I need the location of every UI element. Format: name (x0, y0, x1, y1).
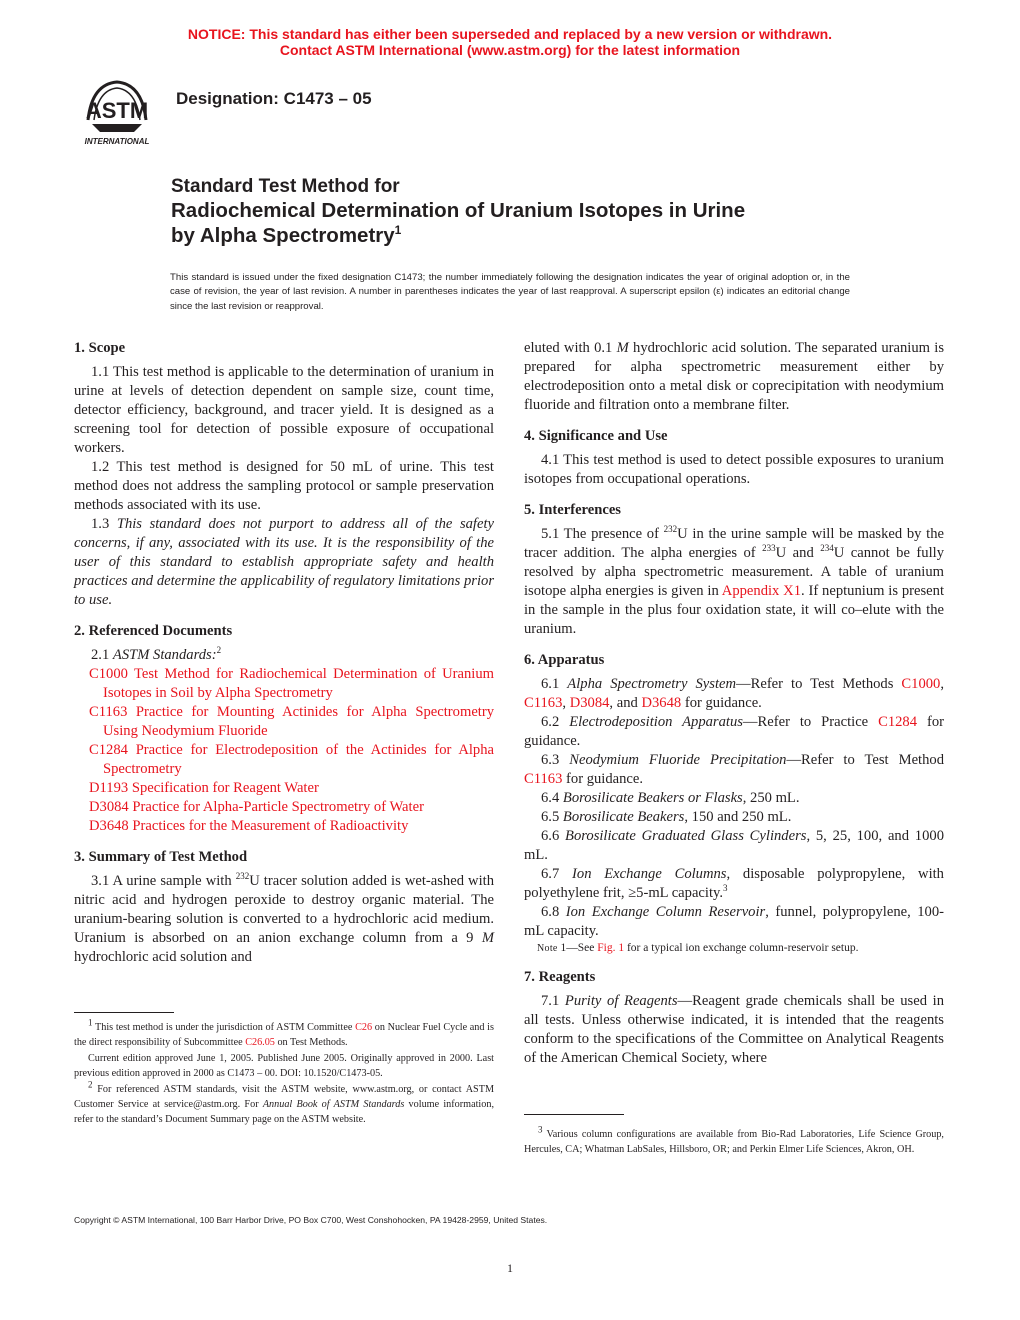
referenced-standards-list (74, 665, 494, 836)
footnote-1: $^1$ This test method is under the jurisdiction of ASTM Committee C26 on Nuclear Fuel Cycle and is the direct responsibility of Subcommittee C26.05 on Test Methods. (74, 1017, 494, 1049)
link-d3084[interactable]: D3084 (569, 695, 610, 711)
right-column (524, 339, 944, 1068)
section-heading-significance: 4. Significance and Use (524, 428, 668, 444)
link-c26[interactable]: C26 (355, 1022, 373, 1033)
copyright-line: Copyright © ASTM International, 100 Barr Harbor Drive, PO Box C700, West Conshohocken, PA 19428-2959, United States. (74, 1215, 548, 1225)
standard-title[interactable]: Practice for Mounting Actinides for Alpha Spectrometry Using Neodymium Fluoride (103, 704, 495, 739)
logo-subtext: INTERNATIONAL (84, 137, 150, 146)
footnote-3: $^3$ Various column configurations are available from Bio-Rad Laboratories, Life Science Group, Hercules, CA; Whatman LabSales, Hillsboro, OR; and Perkin Elmer Life Sciences, Akron, OH. (524, 1124, 944, 1156)
link-c26-05[interactable]: C26.05 (245, 1037, 275, 1049)
para-4-1: 4.1 This test method is used to detect possible exposures to uranium isotopes from occupational operations. (524, 452, 944, 487)
issuance-statement: This standard is issued under the fixed designation C1473; the number immediately following the designation indicates the year of original adoption or, in the case of revision, the year of last revision. A number in parentheses indicates the year of last reapproval. A superscript epsilon (ε) indicates an editorial change since the last revision or reapproval. (170, 272, 850, 312)
para-7-1: 7.1 Purity of Reagents—Reagent grade chemicals shall be used in all tests. Unless otherwise indicated, it is intended that the reagents conform to the specifications of the Committee on Analytical Reagents of the American Chemical Society, where (524, 993, 945, 1066)
link-c1163-2[interactable]: C1163 (524, 771, 563, 787)
referenced-standard-item (74, 779, 494, 798)
standard-title[interactable]: Practice for Electrodeposition of the Actinides for Alpha Spectrometry (103, 742, 494, 777)
section-heading-referenced-documents: 2. Referenced Documents (74, 623, 233, 639)
section-heading-scope: 1. Scope (74, 340, 126, 356)
para-6-2: 6.2 Electrodeposition Apparatus—Refer to Practice C1284 for guidance. (524, 714, 944, 749)
para-6-5: 6.5 Borosilicate Beakers, 150 and 250 mL. (541, 809, 792, 825)
para-6-6: 6.6 Borosilicate Graduated Glass Cylinders, 5, 25, 100, and 1000 mL. (524, 828, 944, 863)
footnote-rule-left (74, 1012, 174, 1013)
standard-title[interactable]: Practices for the Measurement of Radioactivity (132, 818, 409, 834)
para-3-1: 3.1 A urine sample with $^{232}$U tracer solution added is wet-ashed with nitric acid and hydrogen peroxide to destroy organic material. The uranium-bearing solution is converted to a hydrochloric acid medium. Uranium is absorbed on an anion exchange column from a 9 M hydrochloric acid solution and (74, 871, 494, 965)
standard-link-c1284[interactable]: C1284 (89, 742, 128, 758)
section-heading-apparatus: 6. Apparatus (524, 652, 605, 668)
link-c1000[interactable]: C1000 (901, 676, 941, 692)
footnotes-right (524, 1124, 944, 1158)
referenced-standard-item (74, 703, 494, 741)
para-2-1: 2.1 ASTM Standards:$^2$ (91, 645, 222, 663)
link-c1284[interactable]: C1284 (878, 714, 918, 730)
link-c1163[interactable]: C1163 (524, 695, 563, 711)
referenced-standard-item (74, 741, 494, 779)
title-footnote-mark: 1 (394, 223, 402, 238)
notice-line-1: NOTICE: This standard has either been superseded and replaced by a new version or withdrawn. (187, 26, 833, 42)
logo-text: ASTM (85, 98, 149, 123)
para-1-1: 1.1 This test method is applicable to the determination of uranium in urine at levels of detection dependent on sample size, count time, detector efficiency, background, and tracer yield. It is designed as a screening tool for detection of possible exposure of occupational workers. (74, 364, 494, 456)
section-heading-summary: 3. Summary of Test Method (74, 849, 248, 865)
astm-logo (74, 74, 160, 150)
standard-link-c1000[interactable]: C1000 (89, 666, 128, 682)
para-6-4: 6.4 Borosilicate Beakers or Flasks, 250 mL. (541, 790, 800, 806)
document-title (171, 176, 891, 248)
designation: Designation: C1473 – 05 (176, 89, 372, 108)
title-line-1: Standard Test Method for (171, 176, 400, 197)
para-6-7: 6.7 Ion Exchange Columns, disposable polypropylene, with polyethylene frit, ≥5-mL capacity.$^3$ (524, 866, 944, 901)
section-heading-interferences: 5. Interferences (524, 502, 621, 518)
standard-title[interactable]: Practice for Alpha-Particle Spectrometry of Water (132, 799, 424, 815)
title-line-2: Radiochemical Determination of Uranium Isotopes in Urine (171, 199, 746, 222)
link-fig-1[interactable]: Fig. 1 (597, 942, 625, 954)
referenced-standard-item (74, 798, 494, 817)
notice-banner (0, 26, 1020, 58)
standard-link-d3084[interactable]: D3084 (89, 799, 129, 815)
para-3-1-continued: eluted with 0.1 M hydrochloric acid solution. The separated uranium is prepared for alpha spectrometric measurement either by electrodeposition onto a metal disk or coprecipitation with neodymium fluoride and filtration onto a membrane filter. (524, 340, 944, 413)
standard-link-d1193[interactable]: D1193 (89, 780, 129, 796)
para-1-2: 1.2 This test method is designed for 50 mL of urine. This test method does not address the sampling protocol or sample preservation methods associated with its use. (74, 459, 494, 513)
title-line-3: by Alpha Spectrometry$^1$ (171, 223, 402, 247)
para-1-3: 1.3 This standard does not purport to address all of the safety concerns, if any, associated with its use. It is the responsibility of the user of this standard to establish appropriate safety and health practices and determine the applicability of regulatory limitations prior to use. (74, 516, 494, 608)
left-column (74, 339, 494, 967)
para-6-3: 6.3 Neodymium Fluoride Precipitation—Refer to Test Method C1163 for guidance. (524, 752, 944, 787)
section-heading-reagents: 7. Reagents (524, 969, 596, 985)
notice-line-2: Contact ASTM International (www.astm.org) for the latest information (279, 42, 741, 58)
note-1: Note 1—See Fig. 1 for a typical ion exchange column-reservoir setup. (537, 942, 859, 954)
standard-title[interactable]: Test Method for Radiochemical Determination of Uranium Isotopes in Soil by Alpha Spectrometry (103, 666, 495, 701)
standard-title[interactable]: Specification for Reagent Water (131, 780, 319, 796)
link-d3648[interactable]: D3648 (641, 695, 682, 711)
page-number: 1 (507, 1261, 513, 1275)
para-6-8: 6.8 Ion Exchange Column Reservoir, funnel, polypropylene, 100-mL capacity. (524, 904, 944, 939)
footnote-1-edition: Current edition approved June 1, 2005. Published June 2005. Originally approved in 2000. Last previous edition approved in 2000 as C1473 – 00. DOI: 10.1520/C1473-05. (74, 1052, 494, 1080)
referenced-standard-item (74, 665, 494, 703)
para-6-1: 6.1 Alpha Spectrometry System—Refer to Test Methods C1000, C1163, D3084, and D3648 for guidance. (524, 676, 944, 711)
link-appendix-x1[interactable]: Appendix X1 (721, 583, 802, 599)
footnote-rule-right (524, 1114, 624, 1115)
referenced-standard-item (74, 817, 494, 836)
para-5-1: 5.1 The presence of $^{232}$U in the urine sample will be masked by the tracer addition. The alpha energies of $^{233}$U and $^{234}$U cannot be fully resolved by alpha spectrometric measurement. A table of uranium isotope alpha energies is given in Appendix X1. If neptunium is present in the sample in the plus four oxidation state, it will co–elute with the uranium. (524, 524, 945, 637)
footnote-2: $^2$ For referenced ASTM standards, visit the ASTM website, www.astm.org, or contact ASTM Customer Service at service@astm.org. For Annual Book of ASTM Standards volume information, refer to the standard’s Document Summary page on the ASTM website. (74, 1079, 495, 1126)
footnotes-left (74, 1017, 495, 1128)
standard-link-c1163[interactable]: C1163 (89, 704, 128, 720)
standard-link-d3648[interactable]: D3648 (89, 818, 129, 834)
